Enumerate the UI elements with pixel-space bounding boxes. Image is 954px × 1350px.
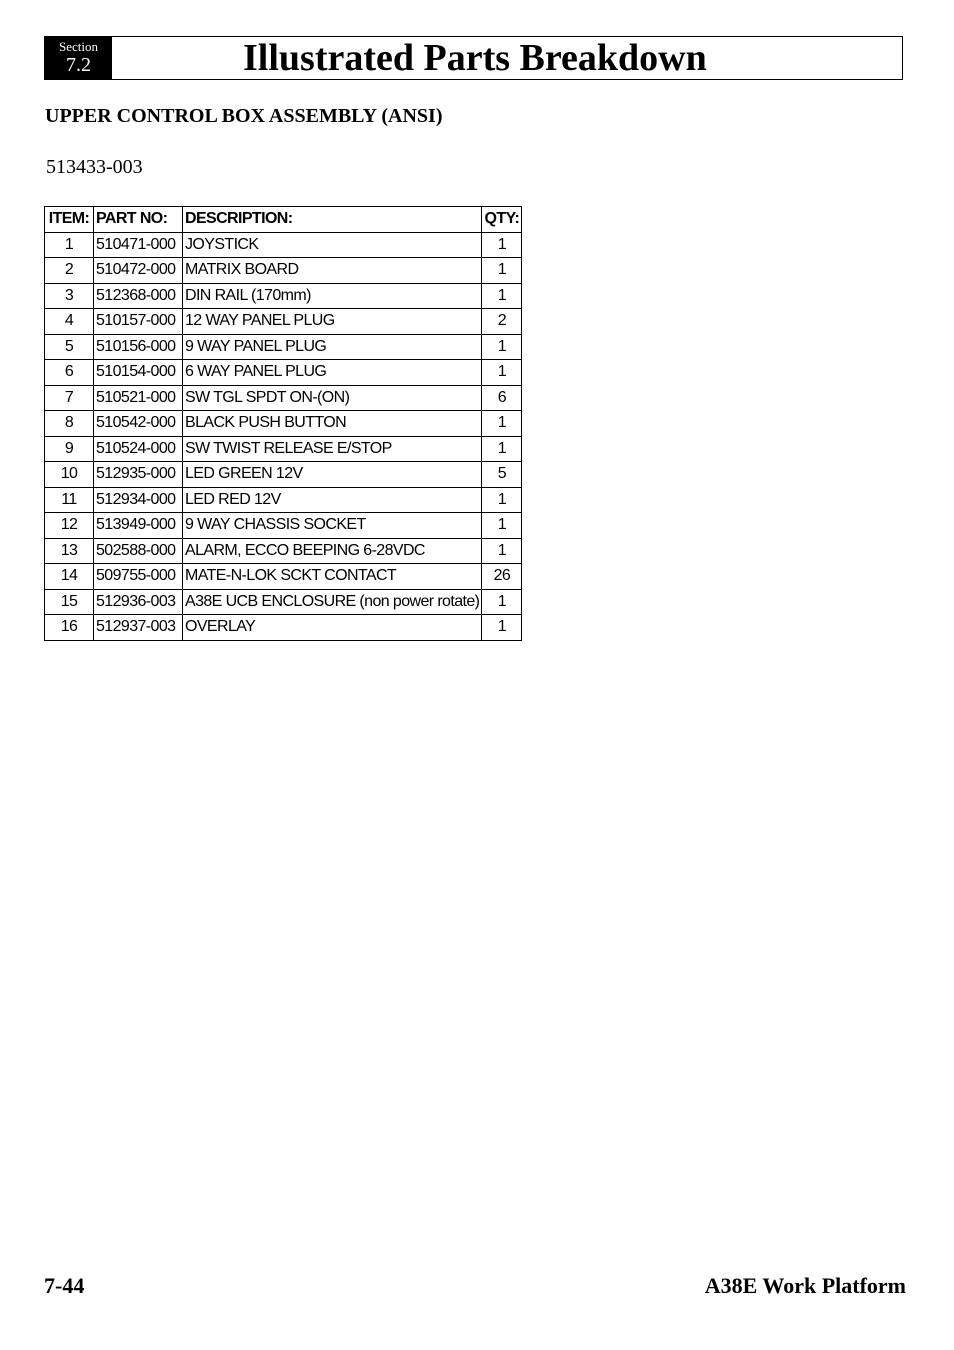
table-row [45, 589, 522, 615]
qty-cell: 1 [482, 283, 522, 309]
part-number-cell: 510542-000 [94, 411, 183, 437]
table-row [45, 360, 522, 386]
item-cell: 1 [45, 232, 94, 258]
item-cell: 12 [45, 513, 94, 539]
description-cell: 9 WAY CHASSIS SOCKET [183, 513, 482, 539]
description-cell: LED GREEN 12V [183, 462, 482, 488]
item-cell: 13 [45, 538, 94, 564]
section-number: 7.2 [66, 54, 91, 76]
assembly-title: UPPER CONTROL BOX ASSEMBLY (ANSI) [45, 105, 443, 127]
part-number-cell: 502588-000 [94, 538, 183, 564]
qty-cell: 1 [482, 615, 522, 641]
description-cell: 12 WAY PANEL PLUG [183, 309, 482, 335]
part-number-cell: 512936-003 [94, 589, 183, 615]
item-cell: 5 [45, 334, 94, 360]
table-row [45, 615, 522, 641]
description-cell: JOYSTICK [183, 232, 482, 258]
item-cell: 9 [45, 436, 94, 462]
part-number-cell: 510472-000 [94, 258, 183, 284]
description-cell: MATRIX BOARD [183, 258, 482, 284]
table-row [45, 309, 522, 335]
table-row [45, 411, 522, 437]
part-number-cell: 512368-000 [94, 283, 183, 309]
table-row [45, 513, 522, 539]
table-row [45, 334, 522, 360]
qty-cell: 1 [482, 589, 522, 615]
description-cell: BLACK PUSH BUTTON [183, 411, 482, 437]
qty-cell: 1 [482, 258, 522, 284]
table-row [45, 462, 522, 488]
item-cell: 6 [45, 360, 94, 386]
table-row [45, 538, 522, 564]
qty-cell: 1 [482, 360, 522, 386]
section-badge [45, 37, 112, 80]
qty-cell: 1 [482, 334, 522, 360]
table-row [45, 436, 522, 462]
table-row [45, 283, 522, 309]
part-number-cell: 510524-000 [94, 436, 183, 462]
qty-cell: 2 [482, 309, 522, 335]
qty-cell: 6 [482, 385, 522, 411]
part-number-cell: 510521-000 [94, 385, 183, 411]
qty-cell: 5 [482, 462, 522, 488]
table-row [45, 564, 522, 590]
description-cell: DIN RAIL (170mm) [183, 283, 482, 309]
description-cell: LED RED 12V [183, 487, 482, 513]
column-header-description: DESCRIPTION: [183, 207, 482, 233]
assembly-number: 513433-003 [46, 156, 143, 178]
item-cell: 7 [45, 385, 94, 411]
qty-cell: 1 [482, 232, 522, 258]
table-header-row [45, 207, 522, 233]
item-cell: 16 [45, 615, 94, 641]
parts-table-body [45, 232, 522, 640]
description-cell: 9 WAY PANEL PLUG [183, 334, 482, 360]
part-number-cell: 512935-000 [94, 462, 183, 488]
parts-table [44, 206, 522, 641]
section-label: Section [59, 39, 98, 54]
description-cell: SW TGL SPDT ON-(ON) [183, 385, 482, 411]
part-number-cell: 513949-000 [94, 513, 183, 539]
description-cell: MATE-N-LOK SCKT CONTACT [183, 564, 482, 590]
table-row [45, 487, 522, 513]
part-number-cell: 510156-000 [94, 334, 183, 360]
part-number-cell: 510157-000 [94, 309, 183, 335]
part-number-cell: 510154-000 [94, 360, 183, 386]
qty-cell: 1 [482, 513, 522, 539]
description-cell: SW TWIST RELEASE E/STOP [183, 436, 482, 462]
item-cell: 3 [45, 283, 94, 309]
part-number-cell: 512937-003 [94, 615, 183, 641]
table-row [45, 258, 522, 284]
column-header-part-no: PART NO: [94, 207, 183, 233]
description-cell: A38E UCB ENCLOSURE (non power rotate) [183, 589, 482, 615]
item-cell: 11 [45, 487, 94, 513]
page-header [44, 36, 903, 80]
description-cell: ALARM, ECCO BEEPING 6-28VDC [183, 538, 482, 564]
description-cell: OVERLAY [183, 615, 482, 641]
part-number-cell: 510471-000 [94, 232, 183, 258]
item-cell: 10 [45, 462, 94, 488]
qty-cell: 1 [482, 538, 522, 564]
qty-cell: 1 [482, 487, 522, 513]
description-cell: 6 WAY PANEL PLUG [183, 360, 482, 386]
part-number-cell: 512934-000 [94, 487, 183, 513]
item-cell: 8 [45, 411, 94, 437]
qty-cell: 1 [482, 411, 522, 437]
column-header-item: ITEM: [45, 207, 94, 233]
qty-cell: 1 [482, 436, 522, 462]
page-number: 7-44 [44, 1273, 85, 1298]
table-row [45, 232, 522, 258]
qty-cell: 26 [482, 564, 522, 590]
item-cell: 14 [45, 564, 94, 590]
product-name: A38E Work Platform [704, 1273, 906, 1298]
item-cell: 2 [45, 258, 94, 284]
page-title: Illustrated Parts Breakdown [243, 37, 707, 79]
item-cell: 4 [45, 309, 94, 335]
table-row [45, 385, 522, 411]
column-header-qty: QTY: [482, 207, 522, 233]
item-cell: 15 [45, 589, 94, 615]
part-number-cell: 509755-000 [94, 564, 183, 590]
